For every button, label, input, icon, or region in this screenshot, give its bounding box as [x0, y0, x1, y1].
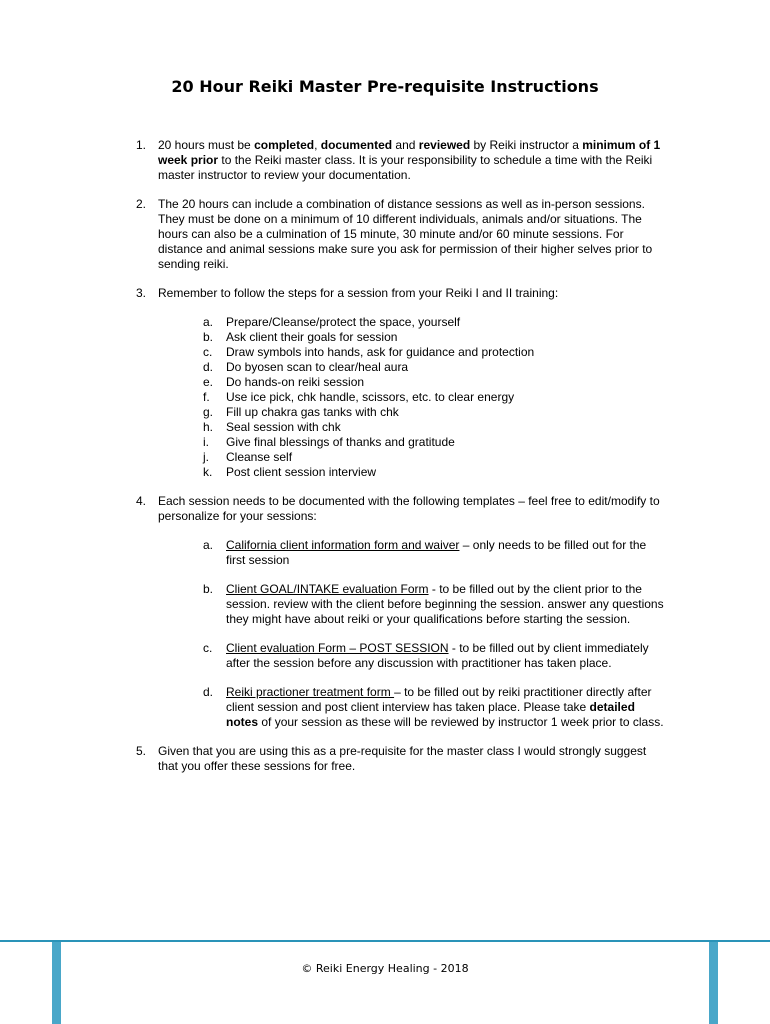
- sub-list-item: [203, 450, 666, 465]
- item-number: 4.: [136, 494, 147, 508]
- emphasis-text: detailed notes: [226, 700, 635, 729]
- item-number: 2.: [136, 197, 147, 211]
- form-name-text: California client information form and waiver: [226, 538, 460, 552]
- item-text: [158, 744, 666, 774]
- sub-item-letter: i.: [203, 435, 209, 449]
- body-text: 20 hours must be: [158, 138, 255, 152]
- item-text: [158, 286, 666, 301]
- sub-item-text: [226, 405, 666, 420]
- body-text: Do byosen scan to clear/heal aura: [226, 360, 409, 374]
- item-text: [158, 494, 666, 524]
- body-text: and: [392, 138, 419, 152]
- sub-list-item: [203, 345, 666, 360]
- footer-rule: [0, 940, 770, 942]
- body-text: Prepare/Cleanse/protect the space, yourself: [226, 315, 461, 329]
- body-text: by Reiki instructor a: [470, 138, 583, 152]
- body-text: Each session needs to be documented with the following templates – feel free to edit/modify to personalize for your sessions:: [158, 494, 660, 523]
- instructions-list: [136, 138, 666, 774]
- sub-item-text: [226, 330, 666, 345]
- footer-bar-right: [709, 942, 718, 1024]
- item-number: 5.: [136, 744, 147, 758]
- body-text: - to be filled out by client immediately after the session before any discussion with practitioner has taken place.: [226, 641, 649, 670]
- sub-item-text: [226, 465, 666, 480]
- list-item: [136, 138, 666, 183]
- body-text: of your session as these will be reviewed by instructor 1 week prior to class.: [258, 715, 664, 729]
- body-text: to the Reiki master class. It is your responsibility to schedule a time with the Reiki master instructor to review your documentation.: [158, 153, 653, 182]
- sub-item-text: [226, 360, 666, 375]
- sub-list-item: [203, 315, 666, 330]
- sub-list-item: [203, 641, 666, 671]
- emphasis-text: completed: [254, 138, 315, 152]
- body-text: Fill up chakra gas tanks with chk: [226, 405, 399, 419]
- sub-item-letter: c.: [203, 345, 213, 359]
- sub-list-item: [203, 538, 666, 568]
- item-text: [158, 197, 666, 272]
- sub-item-text: [226, 390, 666, 405]
- sub-item-letter: k.: [203, 465, 213, 479]
- sub-item-text: [226, 582, 666, 627]
- sub-item-text: [226, 538, 666, 568]
- sub-item-text: [226, 450, 666, 465]
- sub-item-letter: b.: [203, 582, 214, 596]
- sub-item-letter: c.: [203, 641, 213, 655]
- sub-item-text: [226, 375, 666, 390]
- emphasis-text: documented: [320, 138, 393, 152]
- body-text: Remember to follow the steps for a session from your Reiki I and II training:: [158, 286, 559, 300]
- form-name-text: Client GOAL/INTAKE evaluation Form: [226, 582, 429, 596]
- body-text: Do hands-on reiki session: [226, 375, 365, 389]
- sub-list-item: [203, 390, 666, 405]
- sub-item-letter: h.: [203, 420, 214, 434]
- sub-item-letter: e.: [203, 375, 214, 389]
- instructions-body: [136, 138, 666, 788]
- list-item: [136, 494, 666, 730]
- sub-item-text: [226, 685, 666, 730]
- list-item: [136, 286, 666, 480]
- sub-item-letter: d.: [203, 360, 214, 374]
- body-text: – only needs to be filled out for the first session: [226, 538, 647, 567]
- body-text: Cleanse self: [226, 450, 293, 464]
- sub-item-letter: a.: [203, 538, 214, 552]
- sub-item-text: [226, 641, 666, 671]
- form-name-text: Client evaluation Form – POST SESSION: [226, 641, 449, 655]
- sub-item-letter: d.: [203, 685, 214, 699]
- body-text: Post client session interview: [226, 465, 377, 479]
- sub-list-item: [203, 360, 666, 375]
- item-number: 1.: [136, 138, 147, 152]
- sub-item-letter: f.: [203, 390, 210, 404]
- list-item: [136, 744, 666, 774]
- item-text: [158, 138, 666, 183]
- body-text: Give final blessings of thanks and gratitude: [226, 435, 455, 449]
- body-text: Ask client their goals for session: [226, 330, 398, 344]
- body-text: – to be filled out by reiki practitioner directly after client session and post client interview has taken place. Please take: [226, 685, 652, 714]
- body-text: Given that you are using this as a pre-requisite for the master class I would strongly suggest that you offer these sessions for free.: [158, 744, 647, 773]
- sub-list: [158, 315, 666, 480]
- sub-item-text: [226, 420, 666, 435]
- item-number: 3.: [136, 286, 147, 300]
- list-item: [136, 197, 666, 272]
- body-text: - to be filled out by the client prior to the session. review with the client before beginning the session. answer any questions they might have about reiki or your qualifications before starting the session.: [226, 582, 664, 626]
- body-text: Draw symbols into hands, ask for guidance and protection: [226, 345, 535, 359]
- sub-list: [158, 538, 666, 730]
- sub-item-text: [226, 345, 666, 360]
- document-title: 20 Hour Reiki Master Pre-requisite Instructions: [171, 77, 599, 96]
- sub-item-text: [226, 315, 666, 330]
- body-text: ,: [314, 138, 321, 152]
- sub-item-letter: g.: [203, 405, 214, 419]
- sub-list-item: [203, 582, 666, 627]
- sub-list-item: [203, 685, 666, 730]
- body-text: Seal session with chk: [226, 420, 341, 434]
- body-text: The 20 hours can include a combination of distance sessions as well as in-person sessions. They must be done on a minimum of 10 different individuals, animals and/or situations. The hours can also be a culmination of 15 minute, 30 minute and/or 60 minute sessions. For distance and animal sessions make sure you ask for permission of their higher selves prior to sending reiki.: [158, 197, 653, 271]
- emphasis-text: reviewed: [418, 138, 471, 152]
- footer-copyright: © Reiki Energy Healing - 2018: [301, 962, 469, 975]
- footer-bar-left: [52, 942, 61, 1024]
- sub-list-item: [203, 435, 666, 450]
- sub-list-item: [203, 465, 666, 480]
- sub-item-text: [226, 435, 666, 450]
- emphasis-text: minimum of 1 week prior: [158, 138, 661, 167]
- sub-list-item: [203, 330, 666, 345]
- sub-item-letter: j.: [203, 450, 209, 464]
- sub-list-item: [203, 405, 666, 420]
- sub-item-letter: a.: [203, 315, 214, 329]
- sub-item-letter: b.: [203, 330, 214, 344]
- sub-list-item: [203, 420, 666, 435]
- form-name-text: Reiki practioner treatment form: [226, 685, 395, 699]
- sub-list-item: [203, 375, 666, 390]
- body-text: Use ice pick, chk handle, scissors, etc. to clear energy: [226, 390, 515, 404]
